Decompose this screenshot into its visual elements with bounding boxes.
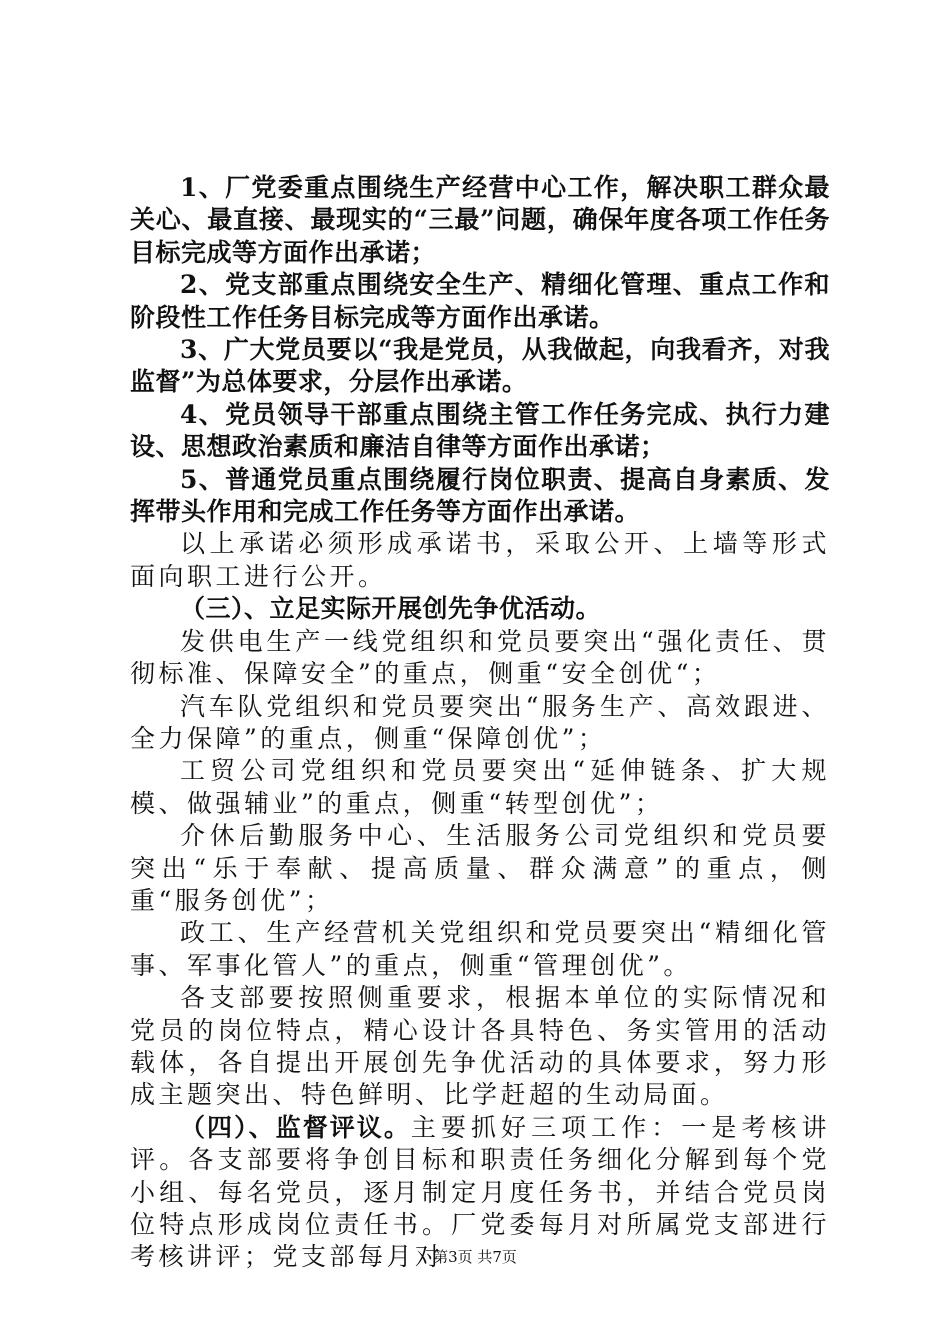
focus-motor-pool: 汽车队党组织和党员要突出“服务生产、高效跟进、全力保障”的重点，侧重“保障创优”；: [130, 691, 830, 753]
commitment-item-5: 5、普通党员重点围绕履行岗位职责、提高自身素质、发挥带头作用和完成工作任务等方面作出承诺。: [130, 464, 830, 527]
branch-requirements: 各支部要按照侧重要求，根据本单位的实际情况和党员的岗位特点，精心设计各具特色、务实管用的活动载体，各自提出开展创先争优活动的具体要求，努力形成主题突出、特色鲜明、比学赶超的生动局面。: [130, 983, 830, 1110]
focus-political-office: 政工、生产经营机关党组织和党员要突出“精细化管事、军事化管人”的重点，侧重“管理创优”。: [130, 918, 830, 980]
commitment-summary: 以上承诺必须形成承诺书，采取公开、上墙等形式面向职工进行公开。: [130, 529, 830, 591]
commitment-item-3: 3、广大党员要以“我是党员，从我做起，向我看齐，对我监督”为总体要求，分层作出承诺。: [130, 335, 830, 397]
commitment-item-1: 1、厂党委重点围绕生产经营中心工作，解决职工群众最关心、最直接、最现实的“三最”问题，确保年度各项工作任务目标完成等方面作出承诺；: [130, 173, 830, 267]
commitment-item-4: 4、党员领导干部重点围绕主管工作任务完成、执行力建设、思想政治素质和廉洁自律等方面作出承诺；: [130, 399, 830, 462]
section-heading-4-body: 主要抓好三项工作：一是考核讲评。各支部要将争创目标和职责任务细化分解到每个党小组、每名党员，逐月制定月度任务书，并结合党员岗位特点形成岗位责任书。厂党委每月对所属党支部进行考核讲评；党支部每月对: [130, 1112, 830, 1272]
focus-trading-company: 工贸公司党组织和党员要突出“延伸链条、扩大规模、做强辅业”的重点，侧重“转型创优”；: [130, 756, 830, 818]
commitment-item-2: 2、党支部重点围绕安全生产、精细化管理、重点工作和阶段性工作任务目标完成等方面作出承诺。: [130, 270, 830, 332]
section-heading-4-title: （四）、监督评议。: [180, 1112, 411, 1142]
page-footer: 第3页 共7页: [433, 1248, 517, 1266]
focus-logistics-center: 介休后勤服务中心、生活服务公司党组织和党员要突出“乐于奉献、提高质量、群众满意”的重点，侧重“服务创优”；: [130, 821, 830, 915]
document-body: [130, 172, 830, 1274]
focus-power-generation: 发供电生产一线党组织和党员要突出“强化责任、贯彻标准、保障安全”的重点，侧重“安全创优“；: [130, 626, 830, 689]
section-heading-3: （三）、立足实际开展创先争优活动。: [180, 594, 602, 624]
